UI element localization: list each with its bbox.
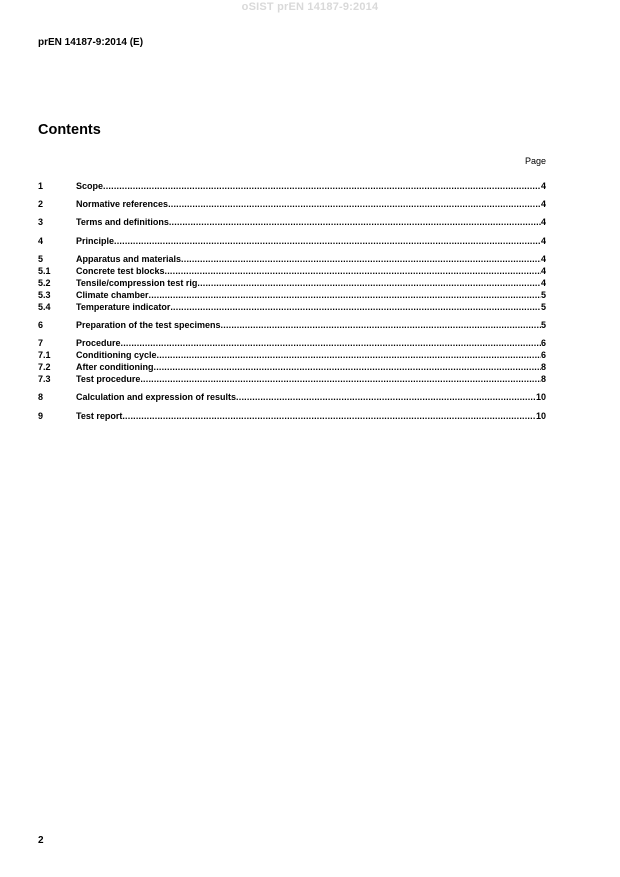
toc-page: 5 [540,302,546,312]
toc-number: 5 [38,254,44,264]
toc-page: 8 [540,374,546,384]
toc-entry[interactable] [38,289,546,301]
toc-page: 4 [540,181,546,191]
toc-number: 5.1 [38,266,51,276]
toc-leader [181,253,541,265]
toc-page: 5 [540,320,546,330]
contents-title: Contents [38,122,101,138]
toc-title: Climate chamber [76,290,149,300]
toc-page: 4 [540,266,546,276]
toc-page: 4 [540,217,546,227]
toc-page: 10 [535,392,546,402]
toc-leader [121,337,541,349]
toc-number: 1 [38,181,44,191]
toc-number: 7 [38,338,44,348]
toc-page: 6 [540,338,546,348]
toc-entry[interactable] [38,337,546,349]
toc-title: Procedure [76,338,121,348]
toc-leader [168,198,541,210]
toc-number: 3 [38,217,44,227]
toc-entry[interactable] [38,373,546,385]
toc-number: 7.1 [38,350,51,360]
toc-entry[interactable] [38,361,546,373]
toc-leader [236,391,536,403]
toc-page: 4 [540,199,546,209]
toc-leader [149,289,541,301]
toc-entry[interactable] [38,349,546,361]
toc-title: Test procedure [76,374,141,384]
toc-entry[interactable] [38,253,546,265]
toc-leader [165,265,541,277]
toc-number: 9 [38,411,44,421]
toc-entry[interactable] [38,216,546,228]
toc-entry[interactable] [38,301,546,313]
toc-title: Calculation and expression of results [76,392,237,402]
toc-page: 8 [540,362,546,372]
toc-page: 4 [540,254,546,264]
toc-number: 7.3 [38,374,51,384]
toc-title: Temperature indicator [76,302,171,312]
toc-entry[interactable] [38,410,546,422]
toc-page: 10 [535,411,546,421]
toc-number: 8 [38,392,44,402]
toc-page: 4 [540,236,546,246]
toc-entry[interactable] [38,391,546,403]
toc-entry[interactable] [38,277,546,289]
toc-entry[interactable] [38,180,546,192]
toc-leader [169,216,541,228]
toc-leader [103,180,541,192]
toc-entry[interactable] [38,198,546,210]
toc-number: 5.2 [38,278,51,288]
toc-title: After conditioning [76,362,154,372]
toc-number: 4 [38,236,44,246]
toc-title: Preparation of the test specimens [76,320,221,330]
toc-leader [170,301,541,313]
toc-page: 5 [540,290,546,300]
toc-leader [157,349,541,361]
toc-leader [197,277,541,289]
toc-number: 2 [38,199,44,209]
toc-entry[interactable] [38,265,546,277]
page-column-label: Page [524,156,546,166]
document-id: prEN 14187-9:2014 (E) [38,37,144,48]
toc-number: 5.4 [38,302,51,312]
toc-leader [140,373,541,385]
toc-leader [122,410,536,422]
toc-number: 5.3 [38,290,51,300]
toc-title: Tensile/compression test rig [76,278,198,288]
page-number: 2 [38,835,44,846]
toc-title: Test report [76,411,123,421]
toc-entry[interactable] [38,319,546,331]
toc-title: Concrete test blocks [76,266,165,276]
toc-title: Normative references [76,199,169,209]
toc-leader [221,319,541,331]
toc-title: Principle [76,236,115,246]
watermark: oSIST prEN 14187-9:2014 [241,1,379,13]
toc-page: 6 [540,350,546,360]
toc-leader [154,361,541,373]
toc-page: 4 [540,278,546,288]
toc-leader [114,235,541,247]
toc-title: Terms and definitions [76,217,169,227]
toc-title: Scope [76,181,104,191]
toc-entry[interactable] [38,235,546,247]
toc-number: 7.2 [38,362,51,372]
toc-number: 6 [38,320,44,330]
toc-title: Conditioning cycle [76,350,157,360]
toc-title: Apparatus and materials [76,254,182,264]
